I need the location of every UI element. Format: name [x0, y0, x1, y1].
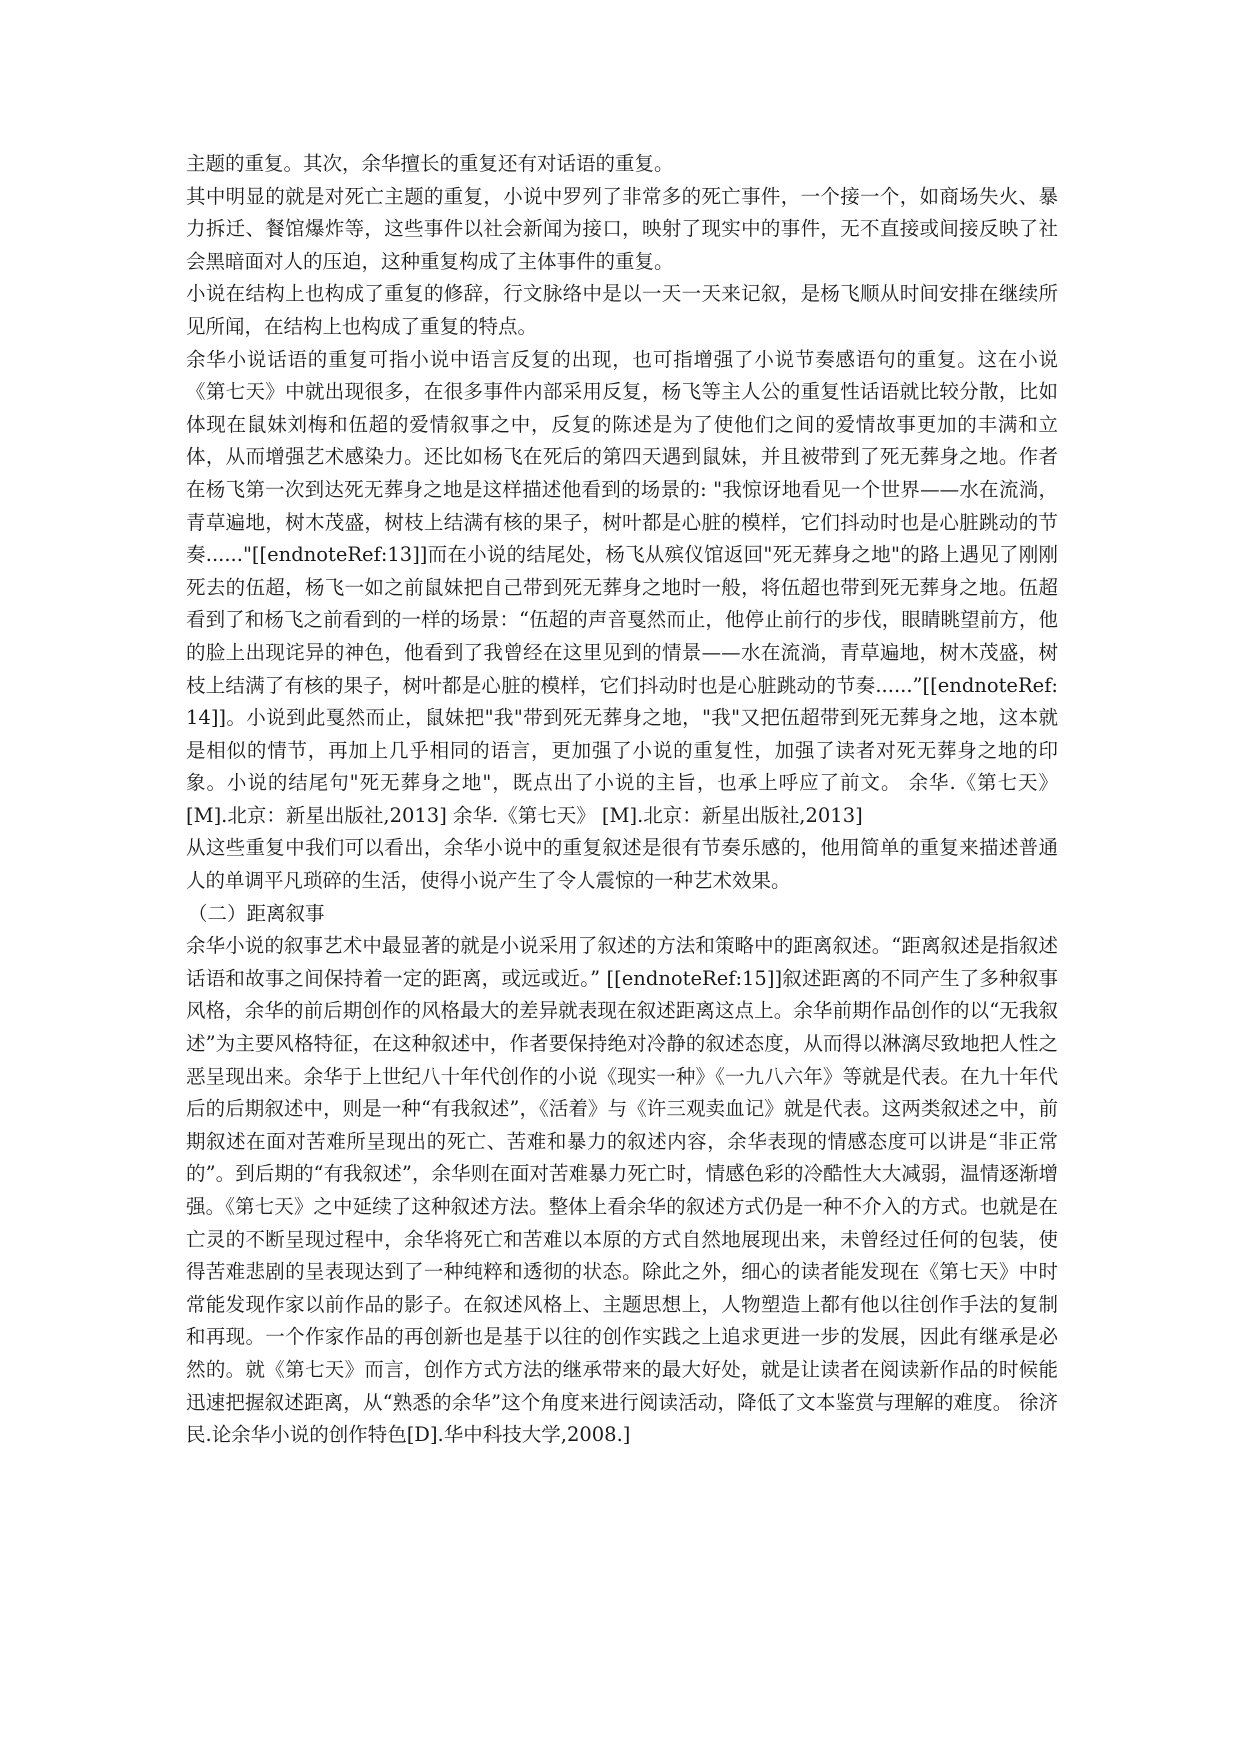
document-page	[186, 148, 1058, 1452]
paragraph-4: 余华小说话语的重复可指小说中语言反复的出现，也可指增强了小说节奏感语句的重复。这在小说《第七天》中就出现很多，在很多事件内部采用反复，杨飞等主人公的重复性话语就比较分散，比如体现在鼠妹刘梅和伍超的爱情叙事之中，反复的陈述是为了使他们之间的爱情故事更加的丰满和立体，从而增强艺术感染力。还比如杨飞在死后的第四天遇到鼠妹，并且被带到了死无葬身之地。作者在杨飞第一次到达死无葬身之地是这样描述他看到的场景的: "我惊讶地看见一个世界——水在流淌，青草遍地，树木茂盛，树枝上结满有核的果子，树叶都是心脏的模样，它们抖动时也是心脏跳动的节奏......"[[endnoteRef:13]]而在小说的结尾处，杨飞从殡仪馆返回"死无葬身之地"的路上遇见了刚刚死去的伍超，杨飞一如之前鼠妹把自己带到死无葬身之地时一般，将伍超也带到死无葬身之地。伍超看到了和杨飞之前看到的一样的场景：“伍超的声音戛然而止，他停止前行的步伐，眼睛眺望前方，他的脸上出现诧异的神色，他看到了我曾经在这里见到的情景——水在流淌，青草遍地，树木茂盛，树枝上结满了有核的果子，树叶都是心脏的模样，它们抖动时也是心脏跳动的节奏......”[[endnoteRef:14]]。小说到此戛然而止，鼠妹把"我"带到死无葬身之地，"我"又把伍超带到死无葬身之地，这本就是相似的情节，再加上几乎相同的语言，更加强了小说的重复性，加强了读者对死无葬身之地的印象。小说的结尾句"死无葬身之地"，既点出了小说的主旨，也承上呼应了前文。 余华.《第七天》 [M].北京：新星出版社,2013] 余华.《第七天》 [M].北京：新星出版社,2013]	[186, 347, 1058, 827]
section-heading: （二）距离叙事	[188, 901, 325, 925]
paragraph-1: 主题的重复。其次，余华擅长的重复还有对话语的重复。	[186, 152, 674, 175]
paragraph-3: 小说在结构上也构成了重复的修辞，行文脉络中是以一天一天来记叙，是杨飞顺从时间安排在继续所见所闻，在结构上也构成了重复的特点。	[186, 282, 1058, 338]
paragraph-5: 从这些重复中我们可以看出，余华小说中的重复叙述是很有节奏乐感的，他用简单的重复来描述普通人的单调平凡琐碎的生活，使得小说产生了令人震惊的一种艺术效果。	[186, 836, 1058, 893]
paragraph-2: 其中明显的就是对死亡主题的重复，小说中罗列了非常多的死亡事件，一个接一个，如商场失火、暴力拆迁、餐馆爆炸等，这些事件以社会新闻为接口，映射了现实中的事件，无不直接或间接反映了社会黑暗面对人的压迫，这种重复构成了主体事件的重复。	[186, 184, 1058, 273]
paragraph-6: 余华小说的叙事艺术中最显著的就是小说采用了叙述的方法和策略中的距离叙述。“距离叙述是指叙述话语和故事之间保持着一定的距离，或远或近。” [[endnoteRef:15]]叙述距离的不同产生了多种叙事风格，余华的前后期创作的风格最大的差异就表现在叙述距离这点上。余华前期作品创作的以“无我叙述”为主要风格特征，在这种叙述中，作者要保持绝对冷静的叙述态度，从而得以淋漓尽致地把人性之恶呈现出来。余华于上世纪八十年代创作的小说《现实一种》《一九八六年》等就是代表。在九十年代后的后期叙述中，则是一种“有我叙述”，《活着》与《许三观卖血记》就是代表。这两类叙述之中，前期叙述在面对苦难所呈现出的死亡、苦难和暴力的叙述内容，余华表现的情感态度可以讲是“非正常的”。到后期的“有我叙述”，余华则在面对苦难暴力死亡时，情感色彩的冷酷性大大减弱，温情逐渐增强。《第七天》之中延续了这种叙述方法。整体上看余华的叙述方式仍是一种不介入的方式。也就是在亡灵的不断呈现过程中，余华将死亡和苦难以本原的方式自然地展现出来，未曾经过任何的包装，使得苦难悲剧的呈表现达到了一种纯粹和透彻的状态。除此之外，细心的读者能发现在《第七天》中时常能发现作家以前作品的影子。在叙述风格上、主题思想上，人物塑造上都有他以往创作手法的复制和再现。一个作家作品的再创新也是基于以往的创作实践之上追求更进一步的发展，因此有继承是必然的。就《第七天》而言，创作方式方法的继承带来的最大好处，就是让读者在阅读新作品的时候能迅速把握叙述距离，从“熟悉的余华”这个角度来进行阅读活动，降低了文本鉴赏与理解的难度。 徐济民.论余华小说的创作特色[D].华中科技大学,2008.]	[186, 934, 1058, 1447]
